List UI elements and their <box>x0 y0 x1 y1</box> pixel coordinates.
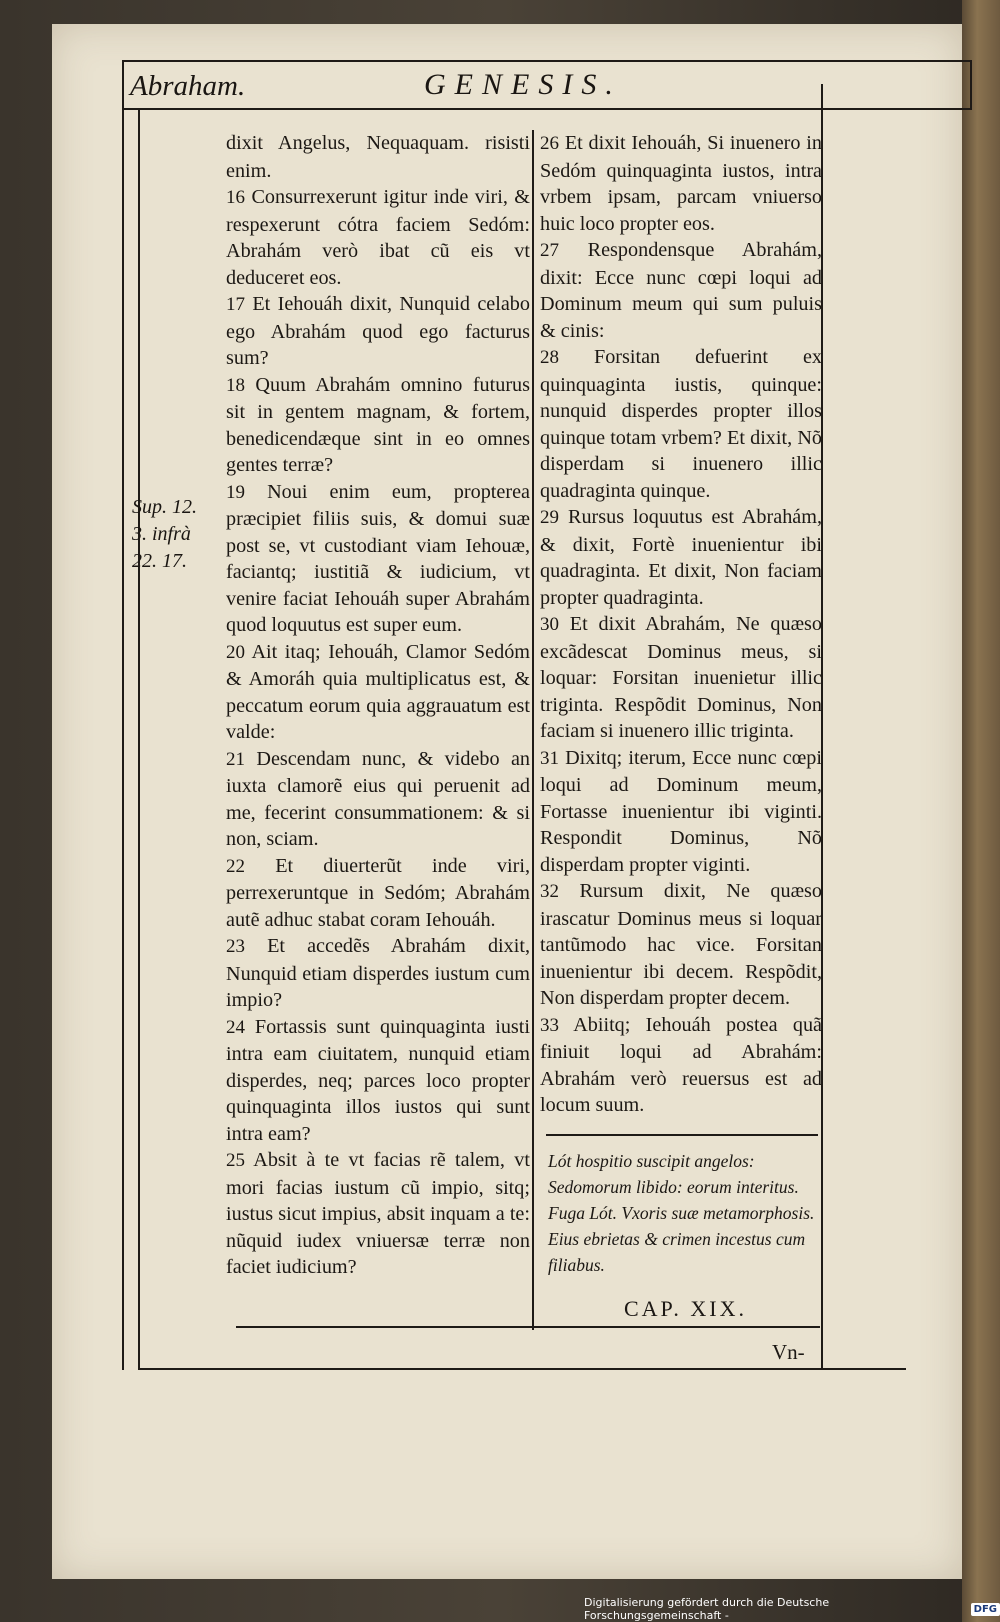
column-divider <box>532 130 534 1330</box>
verse <box>226 746 530 853</box>
verse-number: 22 <box>226 855 245 877</box>
margin-inner-rule <box>138 110 140 1368</box>
verse-number: 30 <box>540 614 559 635</box>
header-rule <box>122 108 972 110</box>
verse-text: Noui enim eum, propterea præcipiet filiis suis, & domui suæ post se, vt custodiant viam Iehouæ, faciantq; iustitiã & iudicium, vt venire faciat Iehouáh super Abrahám quod loquutus est super eum. <box>226 480 530 636</box>
margin-note-line: 3. infrà <box>132 523 191 545</box>
verse-number: 17 <box>226 294 245 315</box>
verse-number: 26 <box>540 133 559 154</box>
verse-text: Et Iehouáh dixit, Nunquid celabo ego Abrahám quod ego facturus sum? <box>226 293 530 369</box>
margin-note-line: 22. 17. <box>132 550 187 572</box>
verse-text: Quum Abrahám omnino futurus sit in gentem magnam, & fortem, benedicendæque sint in eo omnes gentes terræ? <box>226 373 531 476</box>
verse <box>226 933 530 1014</box>
verse <box>226 853 530 934</box>
verse-number: 31 <box>540 747 559 769</box>
verse-text: dixit Angelus, Nequaquam. risisti enim. <box>226 132 530 182</box>
verse-number: 28 <box>540 347 559 368</box>
running-title-center: GENESIS. <box>424 68 622 101</box>
verse-number: 23 <box>226 936 245 957</box>
verse-number: 18 <box>226 374 245 396</box>
verse <box>540 745 822 879</box>
digitization-credit <box>584 1596 1000 1622</box>
verse <box>540 878 822 1012</box>
verse-number: 32 <box>540 881 559 902</box>
summary-rule <box>546 1134 818 1136</box>
verse-text: Forsitan defuerint ex quinquaginta iustis, quinque: nunquid disperdes propter illos quinque totam vrbem? Et dixit, Nõ disperdam si inuenero illic quadraginta quinque. <box>540 346 822 502</box>
verse-text: Descendam nunc, & videbo an iuxta clamorẽ eius qui peruenit ad me, fecerint consummationem: & si non, sciam. <box>226 747 531 850</box>
left-text-column <box>226 130 530 1281</box>
verse-text: Abiitq; Iehouáh postea quã finiuit loqui ad Abrahám: Abrahám verò reuersus est ad locum suum. <box>540 1013 822 1116</box>
verse <box>226 130 530 184</box>
verse-text: Respondensque Abrahám, dixit: Ecce nunc cœpi loqui ad Dominum meum qui sum puluis & cinis: <box>540 239 823 342</box>
verse <box>540 611 822 745</box>
bottom-text-rule <box>236 1326 820 1328</box>
verse-number: 27 <box>540 240 559 261</box>
right-text-column <box>540 130 822 1119</box>
book-spine-edge <box>962 0 1000 1622</box>
verse <box>226 639 530 746</box>
running-title-left: Abraham. <box>130 70 246 102</box>
margin-note-line: Sup. 12. <box>132 496 197 518</box>
verse-number: 20 <box>226 641 245 663</box>
verse-text: Fortassis sunt quinquaginta iusti intra eam ciuitatem, nunquid etiam disperdes, neq; parces loco propter quinquaginta illos iustos qui sunt intra eam? <box>226 1015 530 1145</box>
margin-cross-reference <box>132 494 224 575</box>
verse <box>540 130 822 237</box>
top-rule <box>124 60 970 62</box>
verse-number: 16 <box>226 187 245 208</box>
frame-right-header-rule <box>970 60 972 110</box>
verse-text: Consurrexerunt igitur inde viri, & respexerunt cótra faciem Sedóm: Abrahám verò ibat cũ eis vt deduceret eos. <box>226 186 531 289</box>
verse <box>226 1014 530 1148</box>
verse-text: Et dixit Iehouáh, Si inuenero in Sedóm quinquaginta iustos, intra vrbem ipsam, parcam vniuerso huic loco propter eos. <box>540 132 823 235</box>
dfg-logo: DFG <box>971 1603 1000 1616</box>
verse <box>540 1012 822 1119</box>
frame-left-rule <box>122 60 124 1370</box>
verse <box>226 184 530 291</box>
verse <box>226 291 530 372</box>
verse-text: Rursum dixit, Ne quæso irascatur Dominus meus si loquar tantũmodo hac vice. Forsitan inuenientur ibi decem. Respõdit, Non disperdam propter decem. <box>540 880 822 1009</box>
verse-text: Ait itaq; Iehouáh, Clamor Sedóm & Amoráh quia multiplicatus est, & peccatum eorum quia aggrauatum est valde: <box>226 640 530 743</box>
verse <box>540 237 822 344</box>
verse-number: 24 <box>226 1016 245 1038</box>
verse-text: Et diuerterũt inde viri, perrexeruntque in Sedóm; Abrahám autẽ adhuc stabat coram Iehouáh. <box>226 854 530 931</box>
verse-text: Et dixit Abrahám, Ne quæso excãdescat Dominus meus, si loquar: Forsitan inuenietur illic triginta. Respõdit Dominus, Non faciam si inuenero illic triginta. <box>540 613 823 742</box>
verse-text: Et accedẽs Abrahám dixit, Nunquid etiam disperdes iustum cum impio? <box>226 935 530 1011</box>
credit-text: Digitalisierung gefördert durch die Deutsche Forschungsgemeinschaft - <box>584 1596 830 1622</box>
catchword: Vn- <box>772 1340 805 1364</box>
verse <box>226 1147 530 1281</box>
chapter-heading: CAP. XIX. <box>624 1296 747 1321</box>
bottom-frame-rule <box>138 1368 906 1370</box>
verse <box>540 504 822 611</box>
verse <box>226 479 530 639</box>
verse-number: 29 <box>540 507 559 528</box>
verse <box>226 372 530 479</box>
chapter-summary: Lót hospitio suscipit angelos: Sedomorum libido: eorum interitus. Fuga Lót. Vxoris suæ metamorphosis. Eius ebrietas & crimen incestus cum filiabus. <box>548 1151 815 1275</box>
verse-number: 19 <box>226 481 245 503</box>
verse-number: 33 <box>540 1014 559 1036</box>
verse <box>540 344 822 504</box>
verse-text: Dixitq; iterum, Ecce nunc cœpi loqui ad Dominum meum, Fortasse inuenientur ibi viginti. Respondit Dominus, Nõ disperdam propter viginti. <box>540 746 823 876</box>
verse-text: Rursus loquutus est Abrahám, & dixit, Fortè inuenientur ibi quadraginta. Et dixit, Non faciam propter quadraginta. <box>540 506 823 609</box>
verse-text: Absit à te vt facias rẽ talem, vt mori facias iustum cũ impio, sitq; iustus sicut impius, absit inquam a te: nũquid iudex vniuersæ terræ non faciet iudicium? <box>226 1149 530 1278</box>
verse-number: 21 <box>226 748 245 770</box>
verse-number: 25 <box>226 1150 245 1171</box>
